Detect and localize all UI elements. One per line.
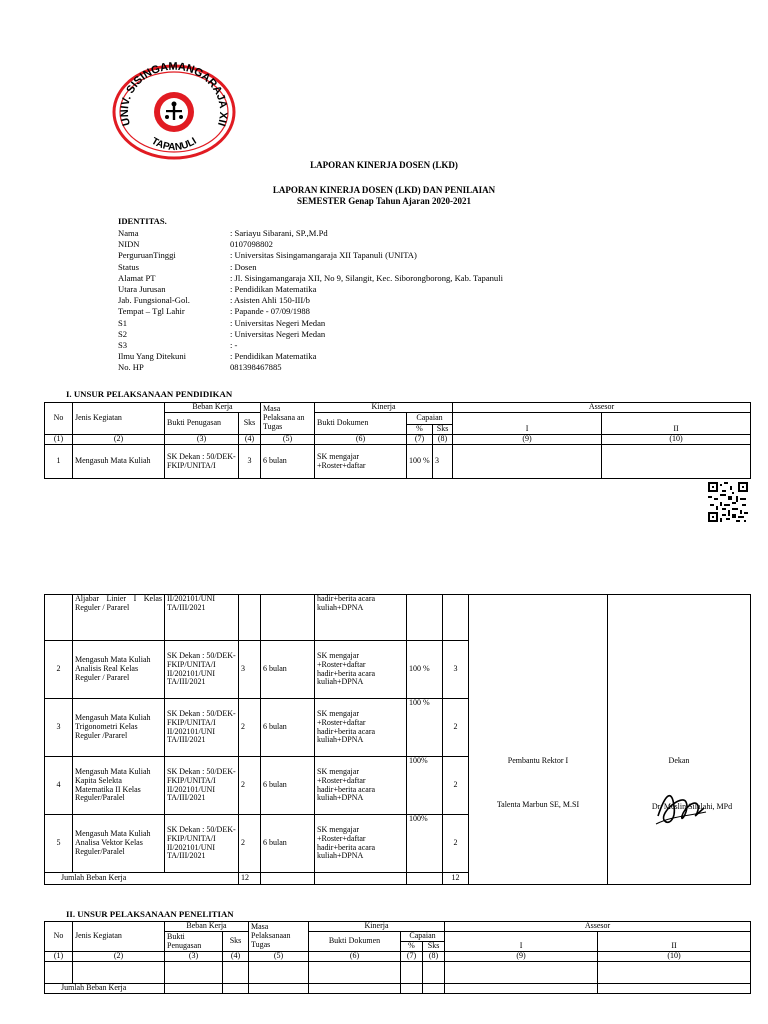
cell-dokumen: SK mengajar +Roster+daftar hadir+berita acara kuliah+DPNA xyxy=(315,699,407,757)
col-header-sks2: Sks xyxy=(423,942,445,952)
identitas-row xyxy=(118,318,503,329)
identitas-value: : Papande - 07/09/1988 xyxy=(230,306,310,317)
cell-assesor-1 xyxy=(453,445,602,479)
identitas-row xyxy=(118,262,503,273)
col-header-jenis: Jenis Kegiatan xyxy=(73,403,165,435)
cell-bukti xyxy=(165,962,223,984)
col-header-jenis: Jenis Kegiatan xyxy=(73,922,165,952)
col-number: (1) xyxy=(45,435,73,445)
cell-sks: 3 xyxy=(239,641,261,699)
identitas-label: S2 xyxy=(118,328,128,339)
seal-ring-text: UNIV. SISINGAMANGARAJA XII xyxy=(118,62,230,128)
col-number: (5) xyxy=(261,435,315,445)
cell-persen: 100% xyxy=(407,757,443,815)
cell-no: 3 xyxy=(45,699,73,757)
identitas-value: : Dosen xyxy=(230,261,257,272)
identitas-row xyxy=(118,351,503,362)
identitas-label: S1 xyxy=(118,317,128,328)
cell-persen: 100 % xyxy=(407,445,433,479)
cell-no: 5 xyxy=(45,815,73,873)
assesor-1-title: Pembantu Rektor I xyxy=(507,756,569,765)
identitas-value: 0107098802 xyxy=(230,239,273,250)
col-header-assesor-2: II xyxy=(602,413,751,435)
cell-assesor-2 xyxy=(598,962,751,984)
cell-sks xyxy=(239,595,261,641)
cell-jenis: Mengasuh Mata Kuliah Analisa Vektor Kelas Reguler/Paralel xyxy=(73,815,165,873)
cell-masa: 6 bulan xyxy=(261,757,315,815)
col-number: (2) xyxy=(73,435,165,445)
identitas-row xyxy=(118,362,503,373)
cell-dokumen xyxy=(315,873,407,885)
col-header-no: No xyxy=(45,922,73,952)
col-header-persen: % xyxy=(401,942,423,952)
cell-sks xyxy=(223,984,249,994)
table-row xyxy=(45,595,751,641)
identitas-value: : Pendidikan Matematika xyxy=(230,283,317,294)
identitas-value: : - xyxy=(230,339,238,350)
col-number: (1) xyxy=(45,952,73,962)
cell-persen xyxy=(407,595,443,641)
identitas-value: : Universitas Sisingamangaraja XII Tapanuli (UNITA) xyxy=(230,250,417,261)
col-number: (3) xyxy=(165,952,223,962)
cell-bukti: SK Dekan : 50/DEK-FKIP/UNITA/I II/202101/UNI TA/III/2021 xyxy=(165,641,239,699)
cell-jenis: Mengasuh Mata Kuliah Kapita Selekta Matematika II Kelas Reguler/Paralel xyxy=(73,757,165,815)
cell-sks xyxy=(223,962,249,984)
cell-jenis: Mengasuh Mata Kuliah Trigonometri Kelas Reguler /Pararel xyxy=(73,699,165,757)
col-header-masa: Masa Pelaksanaan Tugas xyxy=(249,922,309,952)
cell-dokumen xyxy=(309,962,401,984)
jumlah-row xyxy=(45,984,751,994)
col-header-masa: Masa Pelaksana an Tugas xyxy=(261,403,315,435)
cell-masa xyxy=(261,873,315,885)
col-number: (6) xyxy=(315,435,407,445)
col-number: (4) xyxy=(239,435,261,445)
cell-bukti: SK Dekan : 50/DEK-FKIP/UNITA/I II/202101/UNI TA/III/2021 xyxy=(165,699,239,757)
cell-masa xyxy=(261,595,315,641)
cell-dokumen: SK mengajar +Roster+daftar xyxy=(315,445,407,479)
cell-masa xyxy=(249,962,309,984)
seal-bottom-text: TAPANULI xyxy=(149,135,199,154)
identitas-row xyxy=(118,295,503,306)
identitas-label: Nama xyxy=(118,228,139,238)
col-header-kinerja: Kinerja xyxy=(315,403,453,413)
cell-jenis: Mengasuh Mata Kuliah xyxy=(73,445,165,479)
col-header-no: No xyxy=(45,403,73,435)
cell-no xyxy=(45,595,73,641)
identitas-row xyxy=(118,306,503,317)
table-row xyxy=(45,445,751,479)
identitas-label: Tempat – Tgl Lahir xyxy=(118,306,185,317)
cell-sks2: 2 xyxy=(443,699,469,757)
identitas-row xyxy=(118,329,503,340)
cell-bukti xyxy=(165,984,223,994)
assesor-2-title: Dekan xyxy=(668,756,690,765)
section1-title: I. UNSUR PELAKSANAAN PENDIDIKAN xyxy=(66,389,233,399)
identitas-row xyxy=(118,273,503,284)
cell-persen: 100 % xyxy=(407,699,443,757)
identitas-label: Utara Jurusan xyxy=(118,283,166,294)
jumlah-label: Jumlah Beban Kerja xyxy=(45,984,165,994)
cell-sks2 xyxy=(423,962,445,984)
col-number: (7) xyxy=(401,952,423,962)
identitas-label: S3 xyxy=(118,339,128,350)
cell-dokumen: SK mengajar +Roster+daftar hadir+berita acara kuliah+DPNA xyxy=(315,641,407,699)
cell-persen xyxy=(407,873,443,885)
assesor-1-cell xyxy=(469,595,608,885)
col-header-sks: Sks xyxy=(223,932,249,952)
cell-dokumen: SK mengajar +Roster+daftar hadir+berita acara kuliah+DPNA xyxy=(315,815,407,873)
cell-sks2: 2 xyxy=(443,757,469,815)
col-header-beban: Beban Kerja xyxy=(165,403,261,413)
cell-masa xyxy=(249,984,309,994)
cell-dokumen: hadir+berita acara kuliah+DPNA xyxy=(315,595,407,641)
cell-bukti: SK Dekan : 50/DEK-FKIP/UNITA/I II/202101/UNI TA/III/2021 xyxy=(165,815,239,873)
col-header-assesor-2: II xyxy=(598,932,751,952)
identitas-value: : Universitas Negeri Medan xyxy=(230,328,326,339)
identitas-block xyxy=(118,216,503,373)
col-header-assesor: Assesor xyxy=(445,922,751,932)
cell-no: 4 xyxy=(45,757,73,815)
cell-bukti: SK Dekan : 50/DEK-FKIP/UNITA/I xyxy=(165,445,239,479)
cell-sks2: 3 xyxy=(433,445,453,479)
cell-persen: 100% xyxy=(407,815,443,873)
cell-masa: 6 bulan xyxy=(261,815,315,873)
cell-sks: 3 xyxy=(239,445,261,479)
cell-persen xyxy=(401,962,423,984)
section2-title: II. UNSUR PELAKSANAAN PENELITIAN xyxy=(66,909,234,919)
col-header-beban: Beban Kerja xyxy=(165,922,249,932)
identitas-label: NIDN xyxy=(118,239,140,250)
cell-jenis: Mengasuh Mata Kuliah Analisis Real Kelas Reguler / Pararel xyxy=(73,641,165,699)
signature-mark xyxy=(652,786,708,830)
cell-sks: 2 xyxy=(239,757,261,815)
cell-sks: 2 xyxy=(239,815,261,873)
university-seal-logo xyxy=(108,62,240,164)
section1-table xyxy=(44,402,751,479)
cell-sks2: 2 xyxy=(443,815,469,873)
identitas-row xyxy=(118,239,503,250)
col-number: (4) xyxy=(223,952,249,962)
col-number: (5) xyxy=(249,952,309,962)
semester-line: SEMESTER Genap Tahun Ajaran 2020-2021 xyxy=(296,196,472,206)
cell-dokumen: SK mengajar +Roster+daftar hadir+berita acara kuliah+DPNA xyxy=(315,757,407,815)
col-number: (10) xyxy=(598,952,751,962)
cell-sks2 xyxy=(423,984,445,994)
col-header-bukti-dokumen: Bukti Dokumen xyxy=(315,413,407,435)
col-header-capaian: Capaian xyxy=(401,932,445,942)
identitas-value: : Sariayu Sibarani, SP.,M.Pd xyxy=(230,228,328,238)
col-number: (9) xyxy=(445,952,598,962)
assesor-2-cell xyxy=(608,595,751,885)
identitas-value: 081398467885 xyxy=(230,362,282,373)
assesor-1-name: Talenta Marbun SE, M.SI xyxy=(496,800,580,809)
identitas-label: No. HP xyxy=(118,362,144,373)
cell-masa: 6 bulan xyxy=(261,445,315,479)
qr-code xyxy=(708,482,748,522)
cell-bukti: SK Dekan : 50/DEK-FKIP/UNITA/I II/202101/UNI TA/III/2021 xyxy=(165,757,239,815)
col-header-bukti-penugasan: Bukti Penugasan xyxy=(165,413,239,435)
col-header-assesor-1: I xyxy=(445,932,598,952)
col-number: (3) xyxy=(165,435,239,445)
col-number: (2) xyxy=(73,952,165,962)
col-header-assesor: Assesor xyxy=(453,403,751,413)
identitas-label: PerguruanTinggi xyxy=(118,250,176,261)
cell-sks: 2 xyxy=(239,699,261,757)
cell-masa: 6 bulan xyxy=(261,699,315,757)
report-title: LAPORAN KINERJA DOSEN (LKD) xyxy=(310,160,458,170)
cell-jenis xyxy=(73,962,165,984)
identitas-label: Status xyxy=(118,261,140,272)
col-header-capaian: Capaian xyxy=(407,413,453,425)
jumlah-sks: 12 xyxy=(239,873,261,885)
col-header-bukti-penugasan: Bukti Penugasan xyxy=(165,932,223,952)
cell-no xyxy=(45,962,73,984)
identitas-value: : Asisten Ahli 150-III/b xyxy=(230,295,310,306)
cell-persen: 100 % xyxy=(407,641,443,699)
col-number: (8) xyxy=(423,952,445,962)
col-header-persen: % xyxy=(407,425,433,435)
identitas-label: Alamat PT xyxy=(118,272,156,283)
cell-assesor-1 xyxy=(445,962,598,984)
cell-sks2 xyxy=(443,595,469,641)
identitas-row xyxy=(118,340,503,351)
cell-persen xyxy=(401,984,423,994)
section1-continued-table xyxy=(44,594,751,885)
identitas-label: Ilmu Yang Ditekuni xyxy=(118,351,187,362)
jumlah-sks2: 12 xyxy=(443,873,469,885)
cell-masa: 6 bulan xyxy=(261,641,315,699)
col-number: (8) xyxy=(433,435,453,445)
col-header-assesor-1: I xyxy=(453,413,602,435)
col-number: (6) xyxy=(309,952,401,962)
col-header-kinerja: Kinerja xyxy=(309,922,445,932)
cell-bukti: II/202101/UNI TA/III/2021 xyxy=(165,595,239,641)
section2-table xyxy=(44,921,751,994)
table-row xyxy=(45,962,751,984)
cell-assesor-2 xyxy=(602,445,751,479)
identitas-row xyxy=(118,228,503,239)
cell-dokumen xyxy=(309,984,401,994)
col-number: (10) xyxy=(602,435,751,445)
identitas-label: Jab. Fungsional-Gol. xyxy=(118,295,190,306)
identitas-value: : Pendidikan Matematika xyxy=(230,351,317,362)
col-number: (7) xyxy=(407,435,433,445)
col-header-bukti-dokumen: Bukti Dokumen xyxy=(309,932,401,952)
cell-assesor-1 xyxy=(445,984,598,994)
identitas-value: : Jl. Sisingamangaraja XII, No 9, Silangit, Kec. Siborongborong, Kab. Tapanuli xyxy=(230,272,504,283)
report-subtitle: LAPORAN KINERJA DOSEN (LKD) DAN PENILAIAN xyxy=(272,185,496,195)
col-number: (9) xyxy=(453,435,602,445)
identitas-row xyxy=(118,284,503,295)
assesor-2-name: Dr. Meslin Silalahi, MPd xyxy=(651,802,733,811)
cell-jenis: Aljabar Linier I Kelas Reguler / Pararel xyxy=(73,595,165,641)
identitas-heading: IDENTITAS. xyxy=(118,216,167,226)
cell-sks2: 3 xyxy=(443,641,469,699)
identitas-value: : Universitas Negeri Medan xyxy=(230,317,326,328)
col-header-sks2: Sks xyxy=(433,425,453,435)
cell-no: 2 xyxy=(45,641,73,699)
jumlah-label: Jumlah Beban Kerja xyxy=(45,873,239,885)
identitas-row xyxy=(118,250,503,261)
cell-no: 1 xyxy=(45,445,73,479)
col-header-sks: Sks xyxy=(239,413,261,435)
cell-assesor-2 xyxy=(598,984,751,994)
